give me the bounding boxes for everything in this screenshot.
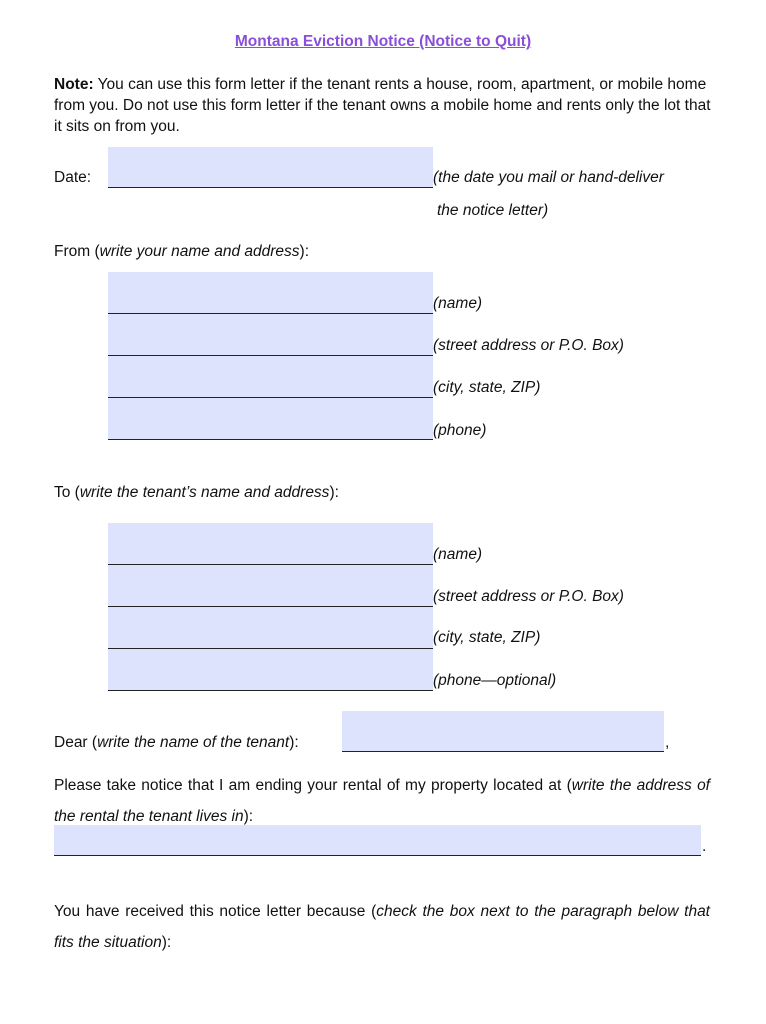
dear-suffix: ):: [289, 734, 299, 751]
from-street-hint: (street address or P.O. Box): [433, 337, 624, 354]
to-heading-prefix: To (: [54, 484, 80, 501]
to-name-hint: (name): [433, 546, 483, 563]
note-paragraph: [54, 74, 714, 137]
reason-italic: check the box next to the paragraph below that fits the situation: [54, 903, 710, 951]
from-city-field[interactable]: [108, 356, 433, 398]
from-heading-prefix: From (: [54, 243, 100, 260]
from-phone-field[interactable]: [108, 398, 433, 440]
notice-italic: write the address of the rental the tenant lives in: [54, 777, 710, 825]
notice-text: Please take notice that I am ending your rental of my property located at (: [54, 777, 572, 794]
to-heading: [54, 484, 339, 502]
date-hint-line1: (the date you mail or hand-deliver: [433, 169, 664, 186]
to-phone-field[interactable]: [108, 649, 433, 691]
note-label: Note:: [54, 76, 94, 93]
date-field[interactable]: [108, 147, 433, 188]
to-heading-italic: write the tenant’s name and address: [79, 484, 330, 501]
dear-comma: ,: [665, 734, 670, 751]
dear-label: [54, 734, 299, 752]
from-phone-hint: (phone): [433, 422, 487, 439]
to-phone-hint: (phone—optional): [433, 672, 557, 689]
dear-prefix: Dear (: [54, 734, 98, 751]
from-heading-suffix: ):: [299, 243, 309, 260]
from-city-hint: (city, state, ZIP): [433, 379, 541, 396]
from-name-field[interactable]: [108, 272, 433, 314]
to-street-hint: (street address or P.O. Box): [433, 588, 624, 605]
dear-italic: write the name of the tenant: [97, 734, 290, 751]
to-city-field[interactable]: [108, 607, 433, 649]
rental-address-field[interactable]: [54, 825, 701, 856]
reason-suffix: ):: [161, 934, 172, 951]
from-street-field[interactable]: [108, 314, 433, 356]
from-name-hint: (name): [433, 295, 483, 312]
address-period: .: [702, 838, 707, 855]
tenant-name-field[interactable]: [342, 711, 664, 752]
reason-paragraph: [54, 896, 710, 958]
notice-suffix: ):: [243, 808, 254, 825]
note-text: You can use this form letter if the tenant rents a house, room, apartment, or mobile home from you. Do not use this form letter if the tenant owns a mobile home and rents only the lot that it sits on from you.: [54, 76, 711, 135]
to-name-field[interactable]: [108, 523, 433, 565]
to-heading-suffix: ):: [329, 484, 339, 501]
date-label: Date:: [54, 169, 92, 186]
reason-text: You have received this notice letter because (: [54, 903, 377, 920]
to-street-field[interactable]: [108, 565, 433, 607]
notice-paragraph: [54, 770, 710, 832]
to-city-hint: (city, state, ZIP): [433, 629, 541, 646]
from-heading-italic: write your name and address: [99, 243, 300, 260]
date-hint-line2: the notice letter): [437, 202, 549, 219]
from-heading: [54, 243, 309, 261]
document-title: Montana Eviction Notice (Notice to Quit): [234, 33, 532, 50]
